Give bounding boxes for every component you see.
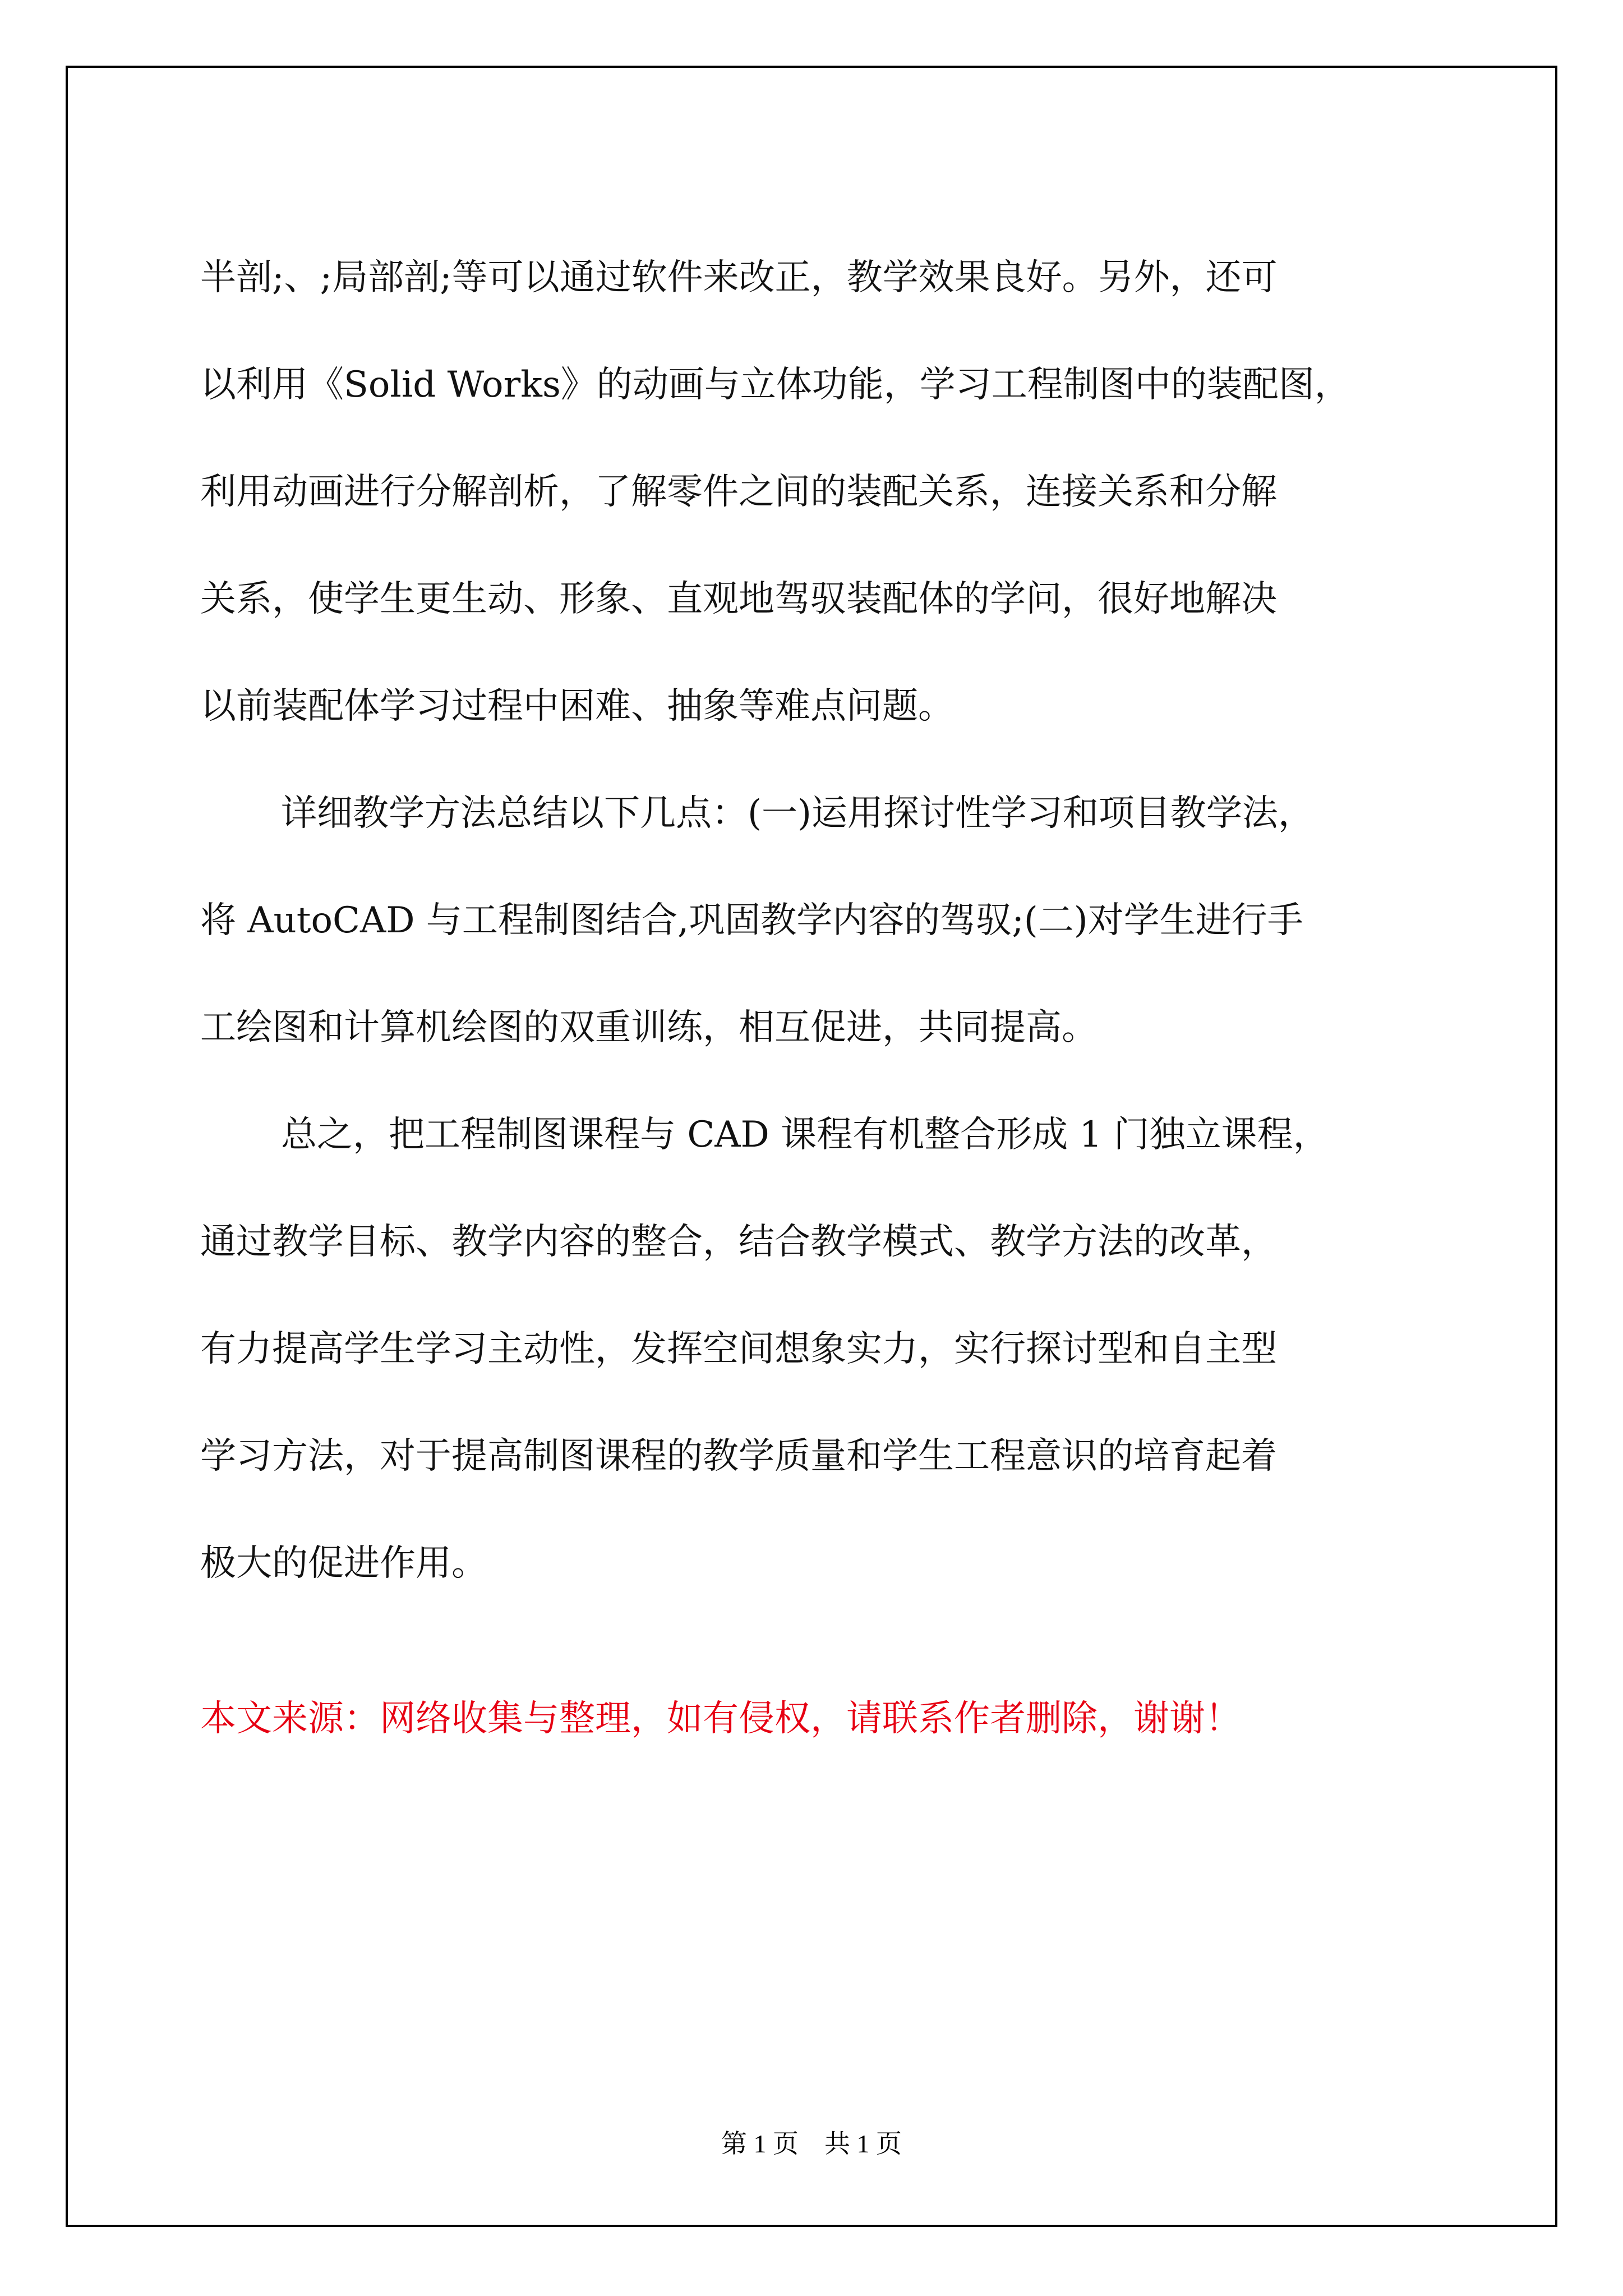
document-body (200, 224, 1462, 1617)
body-line: 关系，使学生更生动、形象、直观地驾驭装配体的学问，很好地解决 (200, 578, 1277, 620)
body-line: 半剖;、;局部剖;等可以通过软件来改正，教学效果良好。另外，还可 (200, 257, 1278, 298)
page-number-footer: 第 1 页 共 1 页 (721, 2129, 902, 2158)
body-line: 以利用《Solid Works》的动画与立体功能，学习工程制图中的装配图， (200, 364, 1350, 406)
paragraph-start-line: 详细教学方法总结以下几点：(一)运用探讨性学习和项目教学法， (281, 793, 1314, 834)
body-line: 以前装配体学习过程中困难、抽象等难点问题。 (200, 685, 954, 727)
body-line: 学习方法，对于提高制图课程的教学质量和学生工程意识的培育起着 (200, 1435, 1277, 1477)
body-line: 通过教学目标、教学内容的整合，结合教学模式、教学方法的改革， (200, 1221, 1277, 1263)
body-line: 极大的促进作用。 (200, 1543, 487, 1584)
body-line: 利用动画进行分解剖析，了解零件之间的装配关系，连接关系和分解 (200, 471, 1277, 513)
body-line: 有力提高学生学习主动性，发挥空间想象实力，实行探讨型和自主型 (200, 1328, 1277, 1370)
paragraph-start-line: 总之，把工程制图课程与 CAD 课程有机整合形成 1 门独立课程， (281, 1114, 1329, 1156)
body-line: 工绘图和计算机绘图的双重训练，相互促进，共同提高。 (200, 1007, 1098, 1048)
source-disclaimer: 本文来源：网络收集与整理，如有侵权，请联系作者删除，谢谢！ (200, 1698, 1241, 1740)
body-line: 将 AutoCAD 与工程制图结合,巩固教学内容的驾驭;(二)对学生进行手 (200, 900, 1303, 941)
